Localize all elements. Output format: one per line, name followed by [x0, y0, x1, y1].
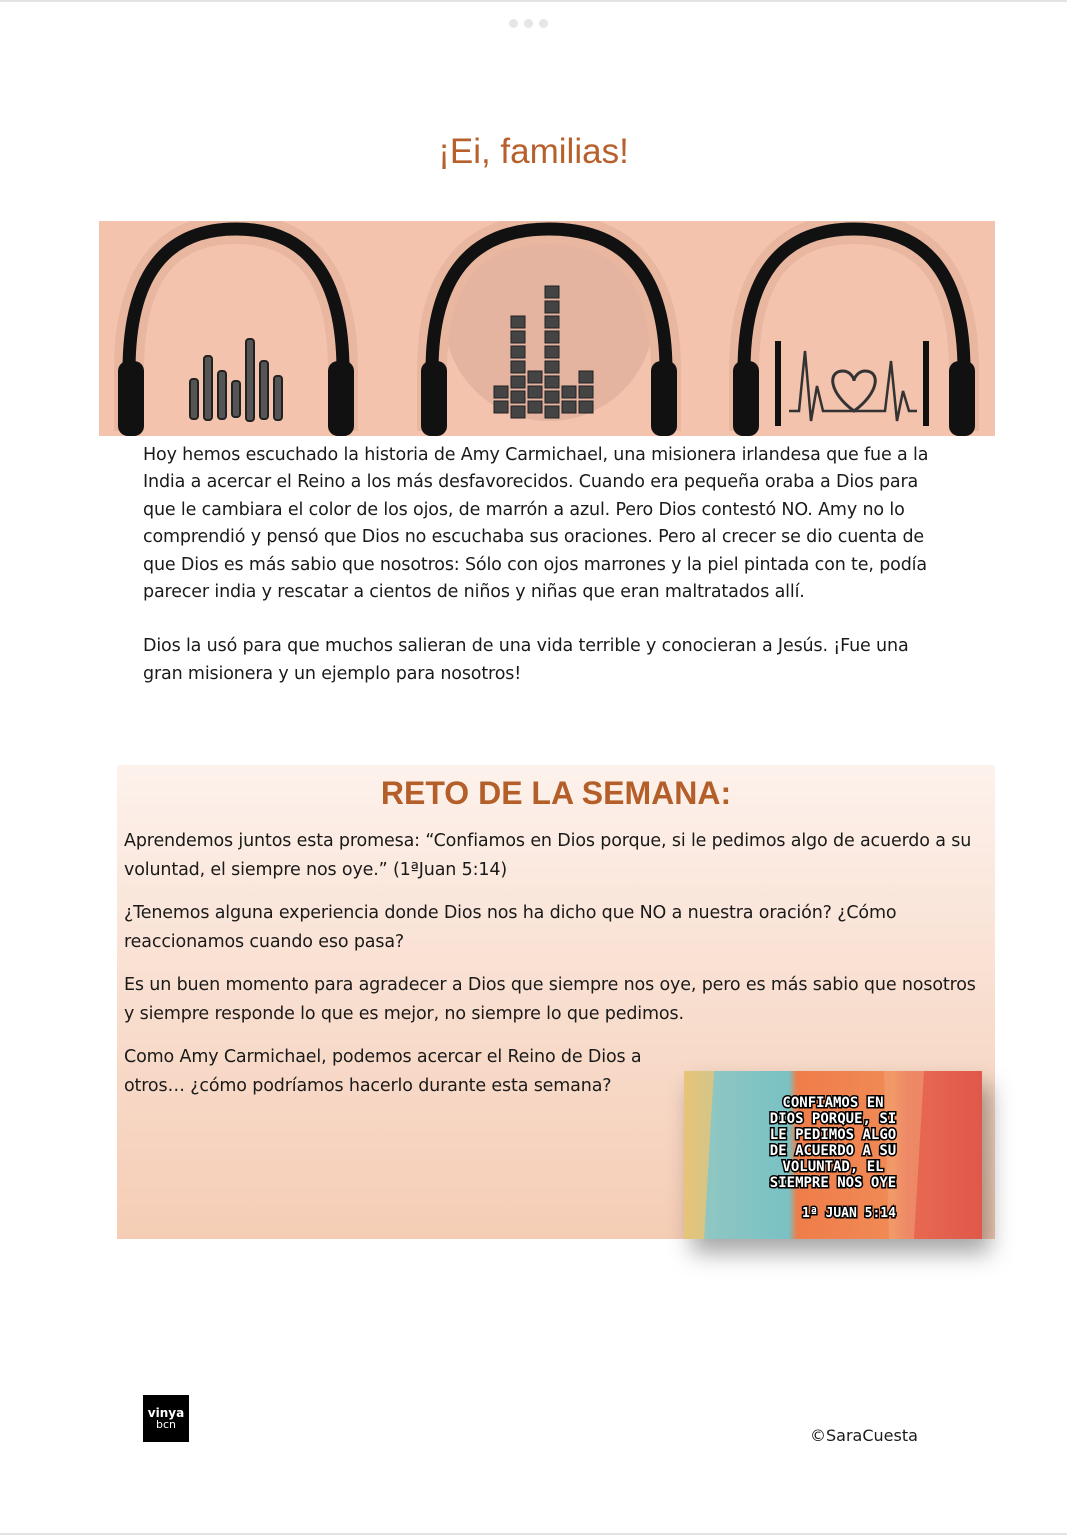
verse-line: VOLUNTAD, EL — [782, 1159, 884, 1175]
logo-line: vinya — [147, 1406, 185, 1420]
page-indicator — [509, 19, 548, 28]
page-title: ¡Ei, familias! — [438, 132, 629, 171]
vinya-bcn-logo — [143, 1395, 189, 1442]
challenge-paragraph: ¿Tenemos alguna experiencia donde Dios nos ha dicho que NO a nuestra oración? ¿Cómo reaccionamos cuando eso pasa? — [124, 903, 897, 952]
challenge-paragraph: Es un buen momento para agradecer a Dios que siempre nos oye, pero es más sabio que nosotros y siempre responde lo que es mejor, no siempre lo que pedimos. — [124, 975, 976, 1024]
challenge-paragraph: Aprendemos juntos esta promesa: “Confiamos en Dios porque, si le pedimos algo de acuerdo a su voluntad, el siempre nos oye.” (1ªJuan 5:14) — [124, 831, 972, 880]
story-paragraph: Dios la usó para que muchos salieran de una vida terrible y conocieran a Jesús. ¡Fue una gran misionera y un ejemplo para nosotros! — [143, 636, 909, 684]
top-border — [0, 0, 1067, 2]
verse-card — [684, 1071, 982, 1239]
verse-line: DE ACUERDO A SU — [769, 1143, 897, 1159]
verse-line: SIEMPRE NOS OYE — [769, 1175, 897, 1191]
verse-line: LE PEDIMOS ALGO — [769, 1127, 897, 1143]
copyright-text: ©SaraCuesta — [810, 1426, 918, 1445]
story-text — [143, 442, 933, 688]
headphones-banner — [99, 221, 995, 436]
bottom-border — [0, 1533, 1067, 1535]
challenge-title: RETO DE LA SEMANA: — [380, 775, 732, 811]
verse-line: DIOS PORQUE, SI — [769, 1111, 897, 1127]
challenge-paragraph: Como Amy Carmichael, podemos acercar el Reino de Dios a otros… ¿cómo podríamos hacerlo durante esta semana? — [124, 1047, 642, 1096]
verse-line: CONFIAMOS EN — [782, 1095, 884, 1111]
logo-line: bcn — [155, 1418, 176, 1431]
story-paragraph: Hoy hemos escuchado la historia de Amy Carmichael, una misionera irlandesa que fue a la India a acercar el Reino a los más desfavorecidos. Cuando era pequeña oraba a Dios para que le cambiara el color de los ojos, de marrón a azul. Pero Dios contestó NO. Amy no lo comprendió y pensó que Dios no escuchaba sus oraciones. Pero al crecer se dio cuenta de que Dios es más sabio que nosotros: Sólo con ojos marrones y la piel pintada con te, podía parecer india y rescatar a cientos de niños y niñas que eran maltratados allí. — [143, 445, 929, 603]
verse-reference: 1ª JUAN 5:14 — [802, 1206, 896, 1221]
